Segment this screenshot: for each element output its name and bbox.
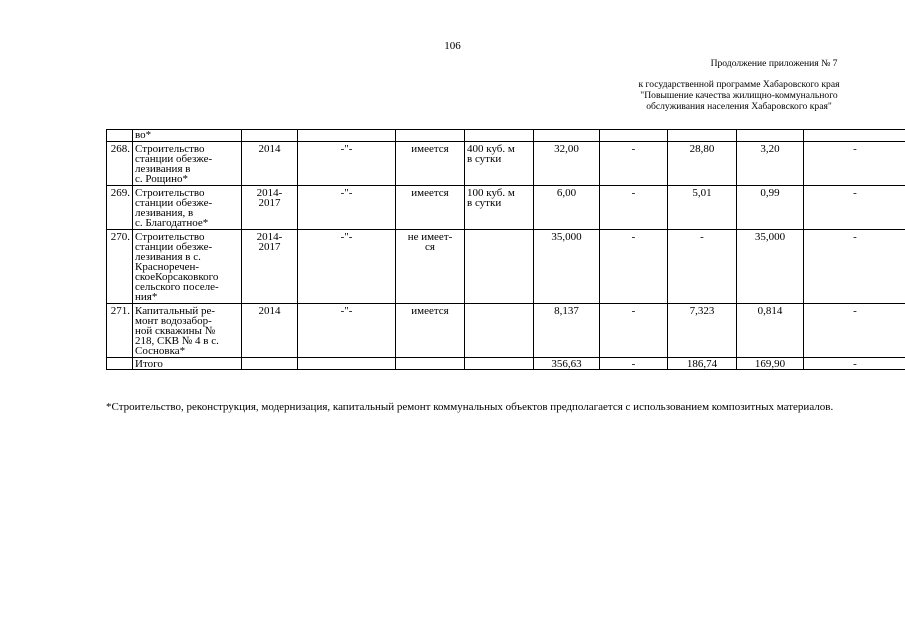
table-cell xyxy=(737,130,804,142)
project-status xyxy=(396,186,465,230)
project-years-line: 2017 xyxy=(258,241,281,253)
table-cell xyxy=(107,358,133,370)
project-capacity xyxy=(465,230,534,304)
project-years-line: 2017 xyxy=(258,197,281,209)
program-table xyxy=(106,129,905,370)
funding-value: - xyxy=(600,186,668,230)
project-status xyxy=(396,304,465,358)
project-capacity-line: 100 куб. м xyxy=(467,187,515,199)
table-cell xyxy=(298,130,396,142)
funding-value: - xyxy=(668,230,737,304)
project-capacity xyxy=(465,142,534,186)
project-status-line: ся xyxy=(425,241,435,253)
funding-value: - xyxy=(804,304,905,358)
table-row xyxy=(107,230,905,304)
total-value: 8,137 xyxy=(534,304,600,358)
project-years-line: 2014 xyxy=(258,143,281,155)
funding-value: 28,80 xyxy=(668,142,737,186)
table-cell xyxy=(396,358,465,370)
row-number: 268. xyxy=(107,142,133,186)
project-name-line: станции обезже- xyxy=(135,153,213,165)
table-cell xyxy=(107,130,133,142)
project-name-line: с. Благодатное* xyxy=(135,217,209,229)
table-cell xyxy=(465,130,534,142)
project-name-line: Сосновка* xyxy=(135,345,186,357)
funding-value: 3,20 xyxy=(737,142,804,186)
project-years-line: 2014- xyxy=(256,187,283,199)
ditto-mark: -"- xyxy=(298,186,396,230)
row-number: 271. xyxy=(107,304,133,358)
row-number: 269. xyxy=(107,186,133,230)
project-name-line: лезивания в xyxy=(135,163,191,175)
ditto-mark: -"- xyxy=(298,304,396,358)
appendix-header-line3: обслуживания населения Хабаровского края" xyxy=(646,101,832,112)
project-status xyxy=(396,230,465,304)
project-name-line: Строительство xyxy=(135,187,205,199)
project-status-line: имеется xyxy=(411,305,449,317)
project-status-line: имеется xyxy=(411,143,449,155)
table-cell xyxy=(668,130,737,142)
appendix-header xyxy=(614,79,864,112)
project-capacity-line: в сутки xyxy=(467,197,502,209)
project-capacity-line: 400 куб. м xyxy=(467,143,515,155)
project-name-line: скоеКорсаковкого xyxy=(135,271,219,283)
table-cell xyxy=(534,130,600,142)
project-years xyxy=(242,230,298,304)
project-status-line: имеется xyxy=(411,187,449,199)
table-cell xyxy=(242,130,298,142)
table-row xyxy=(107,304,905,358)
total-value: 32,00 xyxy=(534,142,600,186)
project-name-line: лезивания, в xyxy=(135,207,194,219)
funding-value: 0,814 xyxy=(737,304,804,358)
project-name-line: с. Рощино* xyxy=(135,173,188,185)
funding-value: 0,99 xyxy=(737,186,804,230)
project-name-line: лезивания в с. xyxy=(135,251,201,263)
funding-value: - xyxy=(804,142,905,186)
project-name xyxy=(133,304,242,358)
funding-value: - xyxy=(600,230,668,304)
table-cell xyxy=(465,358,534,370)
project-capacity-line: в сутки xyxy=(467,153,502,165)
project-capacity xyxy=(465,186,534,230)
project-name-line: Строительство xyxy=(135,231,205,243)
continuation-text: во* xyxy=(133,130,242,142)
table-cell xyxy=(396,130,465,142)
funding-value: 7,323 xyxy=(668,304,737,358)
funding-value: - xyxy=(600,142,668,186)
project-name-line: Капитальный ре- xyxy=(135,305,216,317)
project-name-line: ной скважины № xyxy=(135,325,216,337)
total-value: 6,00 xyxy=(534,186,600,230)
row-number: 270. xyxy=(107,230,133,304)
project-years xyxy=(242,186,298,230)
ditto-mark: -"- xyxy=(298,230,396,304)
funding-value: - xyxy=(600,304,668,358)
funding-value: - xyxy=(804,230,905,304)
project-name-line: монт водозабор- xyxy=(135,315,212,327)
table-cell xyxy=(804,130,905,142)
project-years-line: 2014 xyxy=(258,305,281,317)
funding-value: 5,01 xyxy=(668,186,737,230)
project-years xyxy=(242,142,298,186)
appendix-header-line1: к государственной программе Хабаровского края xyxy=(638,79,840,90)
project-name-line: станции обезже- xyxy=(135,241,213,253)
table-row xyxy=(107,186,905,230)
grand-total-funding: 169,90 xyxy=(737,358,804,370)
project-name-line: сельского поселе- xyxy=(135,281,219,293)
total-value: 35,000 xyxy=(534,230,600,304)
funding-value: 35,000 xyxy=(737,230,804,304)
total-label: Итого xyxy=(133,358,242,370)
page-number: 106 xyxy=(444,40,461,52)
project-name-line: ния* xyxy=(135,291,158,303)
table-cell xyxy=(298,358,396,370)
funding-value: - xyxy=(804,186,905,230)
appendix-header-line2: "Повышение качества жилищно-коммунального xyxy=(640,90,838,101)
table-cell xyxy=(242,358,298,370)
footnote: *Строительство, реконструкция, модернизация, капитальный ремонт коммунальных объектов предполагается с использованием композитных материалов. xyxy=(106,401,834,413)
table-row-continuation xyxy=(107,130,905,142)
project-status xyxy=(396,142,465,186)
appendix-continuation: Продолжение приложения № 7 xyxy=(710,58,838,69)
project-name xyxy=(133,142,242,186)
grand-total-value: 356,63 xyxy=(534,358,600,370)
project-name-line: Красноречен- xyxy=(135,261,200,273)
project-status-line: не имеет- xyxy=(407,231,453,243)
project-years xyxy=(242,304,298,358)
project-years-line: 2014- xyxy=(256,231,283,243)
table-row-total xyxy=(107,358,905,370)
project-name xyxy=(133,230,242,304)
project-capacity xyxy=(465,304,534,358)
table-row xyxy=(107,142,905,186)
grand-total-funding: - xyxy=(804,358,905,370)
table-cell xyxy=(600,130,668,142)
project-name-line: 218, СКВ № 4 в с. xyxy=(135,335,219,347)
grand-total-funding: 186,74 xyxy=(668,358,737,370)
ditto-mark: -"- xyxy=(298,142,396,186)
project-name-line: станции обезже- xyxy=(135,197,213,209)
grand-total-funding: - xyxy=(600,358,668,370)
project-name xyxy=(133,186,242,230)
project-name-line: Строительство xyxy=(135,143,205,155)
